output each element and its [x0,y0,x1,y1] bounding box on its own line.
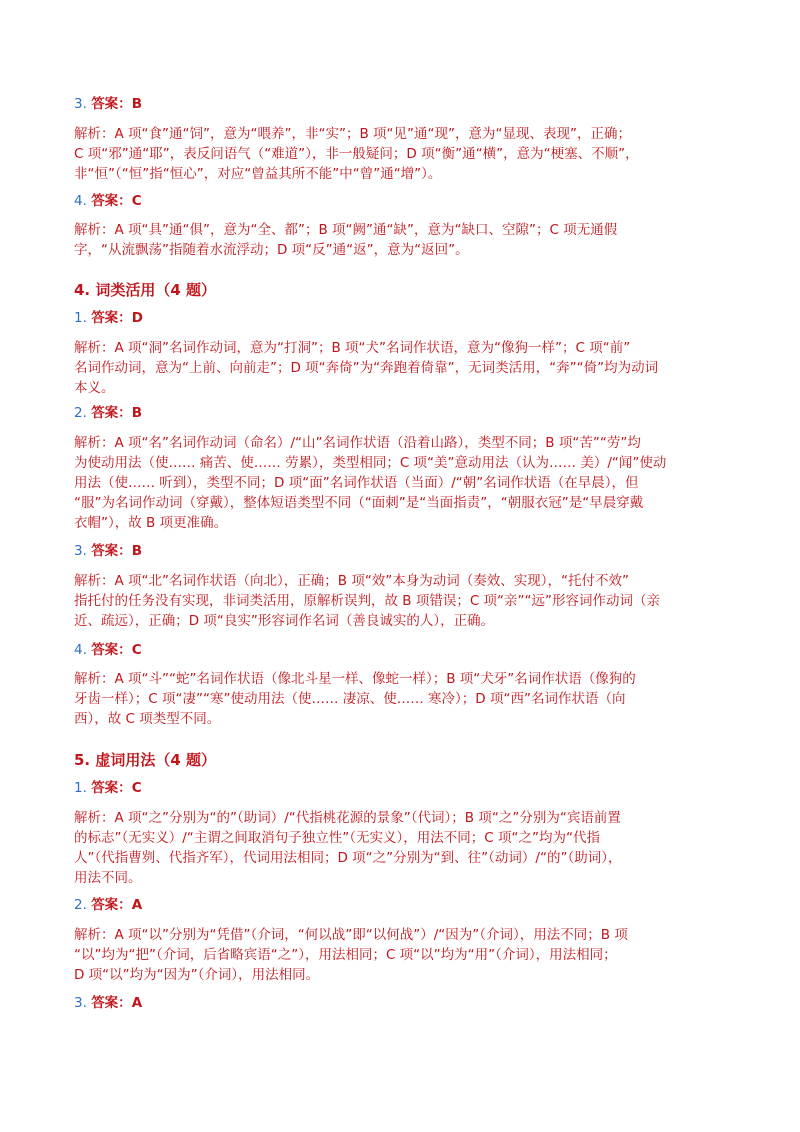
answer-value: A [131,897,143,913]
question-header [74,310,143,326]
explanation [74,925,730,985]
explanation-line: 用法（使…… 听到），类型不同；D 项“面”名词作状语（当面）/“朝”名词作状语（在早晨），但 [74,475,639,491]
explanation-line: 为使动用法（使…… 痛苦、使…… 劳累），类型相同；C 项“美”意动用法（认为…… 美）/“闻”使动 [74,455,667,471]
explanation-line: 解析：A 项“具”通“俱”，意为“全、都”；B 项“阙”通“缺”，意为“缺口、空隙”；C 项无通假 [74,222,618,238]
question-header [74,995,142,1011]
question-header [74,96,142,112]
explanation-line: 解析：A 项“以”分别为“凭借”（介词，“何以战”即“以何战”）/“因为”（介词），用法不同；B 项 [74,927,628,943]
question-header [74,642,142,658]
question-number: 1. [74,310,87,326]
explanation [74,124,730,184]
question-number: 3. [74,543,87,559]
explanation-line: 解析：A 项“斗”“蛇”名词作状语（像北斗星一样、像蛇一样）；B 项“犬牙”名词作状语（像狗的 [74,671,636,687]
answer-label: 答案： [91,897,132,913]
question-number: 4. [74,193,87,209]
explanation-line: 衣帽”），故 B 项更准确。 [74,515,228,531]
answer-label: 答案： [91,543,132,559]
answer-label: 答案： [91,193,132,209]
explanation-line: 名词作动词，意为“上前、向前走”；D 项“奔倚”为“奔跑着倚靠”，无词类活用，“奔”“倚”均为动词 [74,360,659,376]
question-number: 1. [74,780,87,796]
answer-label: 答案： [91,780,132,796]
answer-label: 答案： [91,310,132,326]
section-heading: 4. 词类活用（4 题） [74,281,217,299]
question-number: 3. [74,995,87,1011]
question-header [74,897,142,913]
question-number: 4. [74,642,87,658]
answer-label: 答案： [91,96,132,112]
explanation-line: 字，“从流飘荡”指随着水流浮动；D 项“反”通“返”，意为“返回”。 [74,242,469,258]
explanation-line: 近、疏远），正确；D 项“良实”形容词作名词（善良诚实的人），正确。 [74,613,495,629]
explanation-line: “以”均为“把”（介词，后省略宾语“之”），用法相同；C 项“以”均为“用”（介词），用法相同； [74,947,617,963]
explanation-line: 用法不同。 [74,870,142,886]
explanation-line: “服”为名词作动词（穿戴），整体短语类型不同（“面刺”是“当面指责”，“朝服衣冠”是“早晨穿戴 [74,495,644,511]
explanation-line: 的标志”（无实义）/“主谓之间取消句子独立性”（无实义），用法不同；C 项“之”均为“代指 [74,830,600,846]
explanation-line: 西），故 C 项类型不同。 [74,711,221,727]
explanation [74,433,730,533]
explanation-line: 牙齿一样）；C 项“凄”“寒”使动用法（使…… 凄凉、使…… 寒冷）；D 项“西”名词作状语（向 [74,691,626,707]
question-header [74,543,142,559]
answer-label: 答案： [91,642,132,658]
answer-value: C [131,780,142,796]
answer-value: B [131,405,142,421]
explanation [74,571,730,631]
explanation [74,338,730,398]
explanation-line: 解析：A 项“食”通“饲”，意为“喂养”，非“实”；B 项“见”通“现”，意为“显现、表现”，正确； [74,126,631,142]
explanation-line: 解析：A 项“北”名词作状语（向北），正确；B 项“效”本身为动词（奏效、实现），“托付不效” [74,573,630,589]
explanation [74,669,730,729]
section-heading: 5. 虚词用法（4 题） [74,751,217,769]
explanation-line: C 项“邪”通“耶”，表反问语气（“难道”），非一般疑问；D 项“衡”通“横”，意为“梗塞、不顺”， [74,146,639,162]
explanation-line: 指托付的任务没有实现，非词类活用，原解析误判，故 B 项错误；C 项“亲”“远”形容词作动词（亲 [74,593,661,609]
explanation [74,220,730,260]
answer-label: 答案： [91,405,132,421]
explanation-line: 解析：A 项“洞”名词作动词，意为“打洞”；B 项“犬”名词作状语，意为“像狗一样”；C 项“前” [74,340,631,356]
answer-value: B [131,96,142,112]
explanation-line: 解析：A 项“名”名词作动词（命名）/“山”名词作状语（沿着山路），类型不同；B 项“苦”“劳”均 [74,435,641,451]
explanation-line: 人”（代指曹刿、代指齐军），代词用法相同；D 项“之”分别为“到、往”（动词）/“的”（助词）， [74,850,622,866]
question-number: 2. [74,405,87,421]
question-number: 2. [74,897,87,913]
answer-label: 答案： [91,995,132,1011]
question-number: 3. [74,96,87,112]
answer-value: A [131,995,143,1011]
question-header [74,780,142,796]
explanation-line: 本义。 [74,380,115,396]
explanation-line: 解析：A 项“之”分别为“的”（助词）/“代指桃花源的景象”（代词）；B 项“之”分别为“宾语前置 [74,810,621,826]
explanation [74,808,730,888]
answer-value: C [131,193,142,209]
answer-value: C [131,642,142,658]
explanation-line: 非“恒”（“恒”指“恒心”，对应“曾益其所不能”中“曾”通“增”）。 [74,166,442,182]
question-header [74,405,142,421]
answer-value: D [131,310,143,326]
explanation-line: D 项“以”均为“因为”（介词），用法相同。 [74,967,320,983]
question-header [74,193,142,209]
answer-value: B [131,543,142,559]
